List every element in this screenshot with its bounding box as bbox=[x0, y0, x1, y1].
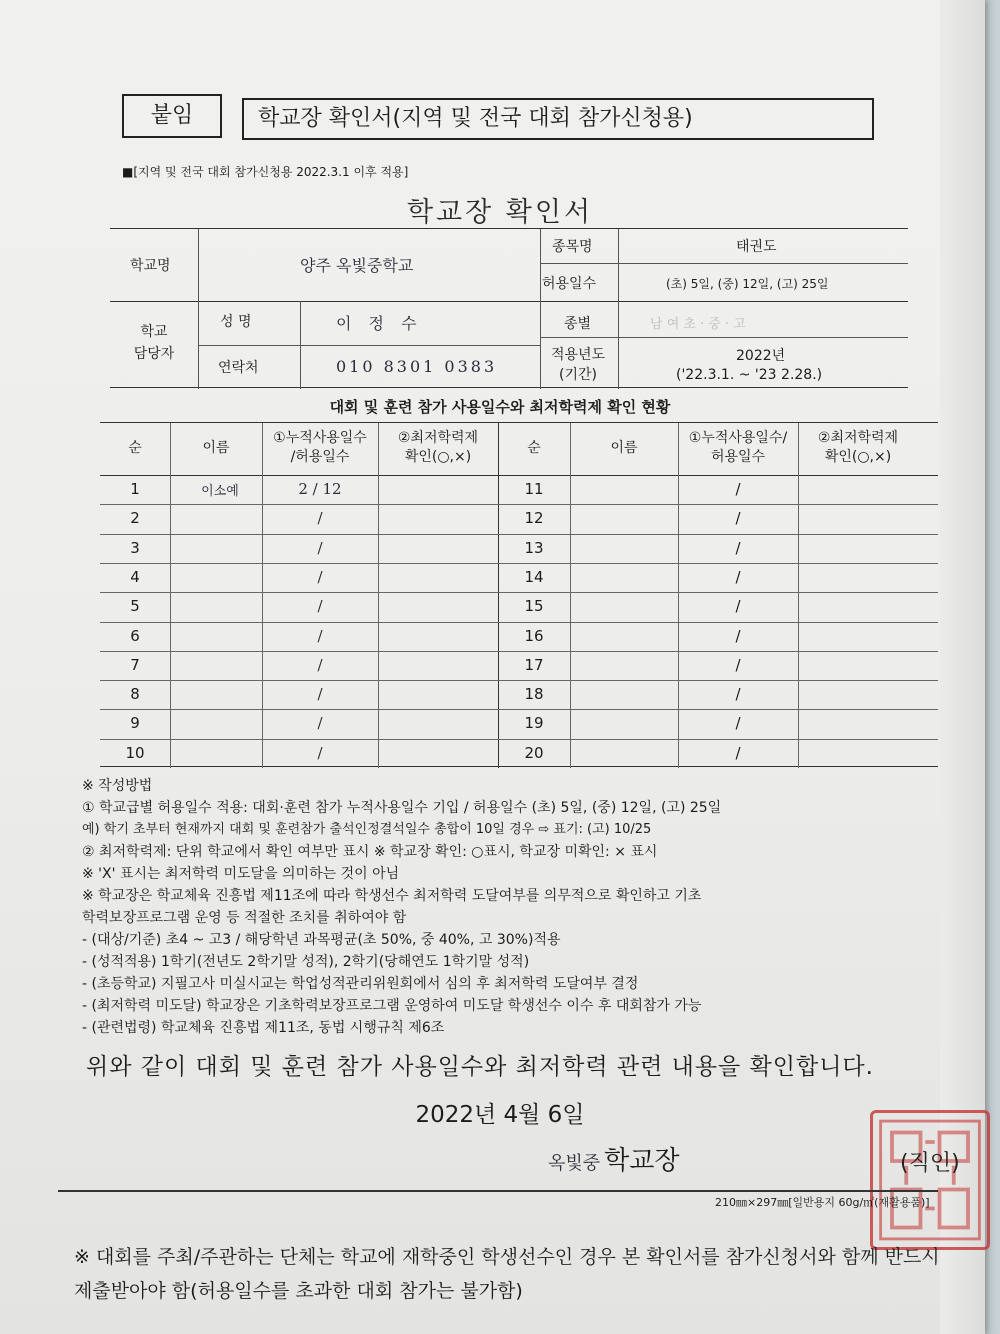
note-line: ※ 'X' 표시는 최저학력 미도달을 의미하는 것이 아님 bbox=[82, 866, 400, 882]
attachment-label: 붙임 bbox=[122, 94, 222, 138]
row-number: 8 bbox=[130, 685, 140, 704]
usage-days: / bbox=[317, 538, 323, 557]
usage-days: / bbox=[735, 538, 741, 557]
row-number: 7 bbox=[130, 655, 140, 674]
header-check-right: ②최저학력제 확인(○,×) bbox=[817, 430, 899, 465]
sport-value: 태권도 bbox=[736, 239, 777, 255]
period-label: 적용년도 (기간) bbox=[550, 347, 606, 383]
note-line: ※ 학교장은 학교체육 진흥법 제11조에 따라 학생선수 최저학력 도달여부를 의무적으로 확인하고 기초 bbox=[82, 888, 702, 904]
row-number: 20 bbox=[524, 743, 544, 762]
row-number: 2 bbox=[130, 509, 140, 528]
principal-title: 학교장 bbox=[604, 1146, 680, 1176]
principal-signature bbox=[548, 1140, 680, 1177]
signed-school-name: 옥빛중 bbox=[548, 1153, 601, 1174]
row-number: 18 bbox=[524, 685, 544, 704]
school-name-label: 학교명 bbox=[130, 258, 171, 274]
footer-notice: ※ 대회를 주최/주관하는 단체는 학교에 재학중인 학생선수인 경우 본 확인서를 참가신청서와 함께 반드시 제출받아야 함(허용일수를 초과한 대회 참가는 불가함) bbox=[74, 1246, 940, 1302]
row-number: 17 bbox=[524, 655, 544, 674]
notice-top: ■[지역 및 전국 대회 참가신청용 2022.3.1 이후 적용] bbox=[122, 165, 409, 179]
usage-days: / bbox=[735, 655, 741, 674]
manager-label: 학교 담당자 bbox=[133, 324, 175, 362]
document-title: 학교장 확인서 bbox=[406, 197, 594, 228]
confirmation-statement: 위와 같이 대회 및 훈련 참가 사용일수와 최저학력 관련 내용을 확인합니다. bbox=[86, 1054, 874, 1080]
row-number: 4 bbox=[130, 567, 140, 586]
row-number: 1 bbox=[130, 480, 140, 498]
row-number: 13 bbox=[524, 538, 544, 557]
header-name-left: 이름 bbox=[202, 440, 230, 456]
usage-table bbox=[100, 422, 938, 767]
usage-days: / bbox=[317, 567, 323, 586]
allowed-days-label: 허용일수 bbox=[542, 276, 597, 292]
note-line: - (최저학력 미도달) 학교장은 기초학력보장프로그램 운영하여 미도달 학생선수 이수 후 대회참가 가능 bbox=[82, 998, 702, 1014]
usage-days: / bbox=[317, 509, 323, 528]
footer-divider bbox=[58, 1190, 938, 1192]
seal-label: (직인) bbox=[900, 1151, 960, 1176]
header-days-left: ①누적사용일수 /허용일수 bbox=[273, 430, 367, 465]
row-number: 15 bbox=[524, 597, 544, 616]
period-range: ('22.3.1. ~ '23 2.28.) bbox=[676, 367, 823, 383]
usage-days: / bbox=[735, 685, 741, 704]
row-number: 9 bbox=[130, 714, 140, 733]
row-divider bbox=[100, 651, 938, 652]
issue-date: 2022년 4월 6일 bbox=[415, 1102, 585, 1128]
note-line: - (대상/기준) 초4 ~ 고3 / 해당학년 과목평균(초 50%, 중 40%, 고 30%)적용 bbox=[82, 932, 561, 948]
usage-days: / bbox=[317, 626, 323, 645]
row-number: 19 bbox=[524, 714, 544, 733]
usage-days: / bbox=[735, 480, 741, 498]
row-divider bbox=[100, 504, 938, 505]
usage-days: / bbox=[317, 685, 323, 704]
header-num-right: 순 bbox=[527, 440, 541, 456]
contact-label: 연락처 bbox=[218, 360, 259, 376]
contact-value: 010 8301 0383 bbox=[336, 357, 498, 376]
row-divider bbox=[100, 563, 938, 564]
row-number: 3 bbox=[130, 538, 140, 557]
row-divider bbox=[100, 592, 938, 593]
row-number: 16 bbox=[524, 626, 544, 645]
paper-spec: 210㎜×297㎜[일반용지 60g/㎡(재활용품)] bbox=[715, 1196, 930, 1209]
header-title: 학교장 확인서(지역 및 전국 대회 참가신청용) bbox=[242, 98, 874, 140]
note-line: 학력보장프로그램 운영 등 적절한 조치를 취하여야 함 bbox=[82, 910, 407, 926]
student-name: 이소예 bbox=[201, 484, 239, 499]
usage-days: / bbox=[735, 714, 741, 733]
name-value: 이 정 수 bbox=[336, 314, 423, 333]
allowed-days-value: (초) 5일, (중) 12일, (고) 25일 bbox=[666, 277, 829, 291]
row-number: 11 bbox=[524, 480, 544, 498]
school-name-value: 양주 옥빛중학교 bbox=[300, 256, 414, 275]
official-seal-stamp bbox=[870, 1110, 990, 1250]
note-line: 예) 학기 초부터 현재까지 대회 및 훈련참가 출석인정결석일수 총합이 10일 경우 ⇨ 표기: (고) 10/25 bbox=[82, 822, 652, 837]
usage-days: / bbox=[735, 509, 741, 528]
info-table bbox=[110, 228, 908, 388]
section-title: 대회 및 훈련 참가 사용일수와 최저학력제 확인 현황 bbox=[329, 398, 671, 416]
type-value: 남 여 초 · 중 · 고 bbox=[650, 317, 746, 332]
header-check-left: ②최저학력제 확인(○,×) bbox=[397, 430, 479, 465]
header-num-left: 순 bbox=[128, 440, 142, 456]
row-number: 5 bbox=[130, 597, 140, 616]
note-line: ② 최저학력제: 단위 학교에서 확인 여부만 표시 ※ 학교장 확인: ○표시, 학교장 미확인: × 표시 bbox=[82, 844, 658, 860]
row-number: 10 bbox=[125, 743, 145, 762]
usage-days: / bbox=[317, 597, 323, 616]
header-days-right: ①누적사용일수/ 허용일수 bbox=[688, 430, 788, 465]
usage-days: / bbox=[735, 626, 741, 645]
row-divider bbox=[100, 622, 938, 623]
row-divider bbox=[100, 680, 938, 681]
usage-days: 2 / 12 bbox=[298, 480, 342, 498]
usage-days: / bbox=[317, 655, 323, 674]
name-label: 성 명 bbox=[220, 314, 252, 330]
header-name-right: 이름 bbox=[610, 440, 638, 456]
usage-days: / bbox=[735, 743, 741, 762]
seal-pattern-icon bbox=[873, 1113, 987, 1247]
note-line: ※ 작성방법 bbox=[82, 778, 153, 794]
usage-days: / bbox=[317, 743, 323, 762]
writing-instructions bbox=[82, 775, 962, 1039]
type-label: 종별 bbox=[564, 316, 592, 332]
row-number: 6 bbox=[130, 626, 140, 645]
period-year: 2022년 bbox=[736, 348, 786, 364]
row-number: 14 bbox=[524, 567, 544, 586]
usage-days: / bbox=[735, 567, 741, 586]
note-line: - (초등학교) 지필고사 미실시교는 학업성적관리위원회에서 심의 후 최저학력 도달여부 결정 bbox=[82, 976, 639, 992]
row-divider bbox=[100, 534, 938, 535]
note-line: - (관련법령) 학교체육 진흥법 제11조, 동법 시행규칙 제6조 bbox=[82, 1020, 445, 1036]
row-divider bbox=[100, 709, 938, 710]
note-line: ① 학교급별 허용일수 적용: 대회·훈련 참가 누적사용일수 기입 / 허용일수 (초) 5일, (중) 12일, (고) 25일 bbox=[82, 800, 722, 816]
usage-days: / bbox=[735, 597, 741, 616]
note-line: - (성적적용) 1학기(전년도 2학기말 성적), 2학기(당해연도 1학기말 성적) bbox=[82, 954, 530, 970]
row-number: 12 bbox=[524, 509, 544, 528]
usage-days: / bbox=[317, 714, 323, 733]
row-divider bbox=[100, 739, 938, 740]
sport-label: 종목명 bbox=[552, 239, 593, 255]
